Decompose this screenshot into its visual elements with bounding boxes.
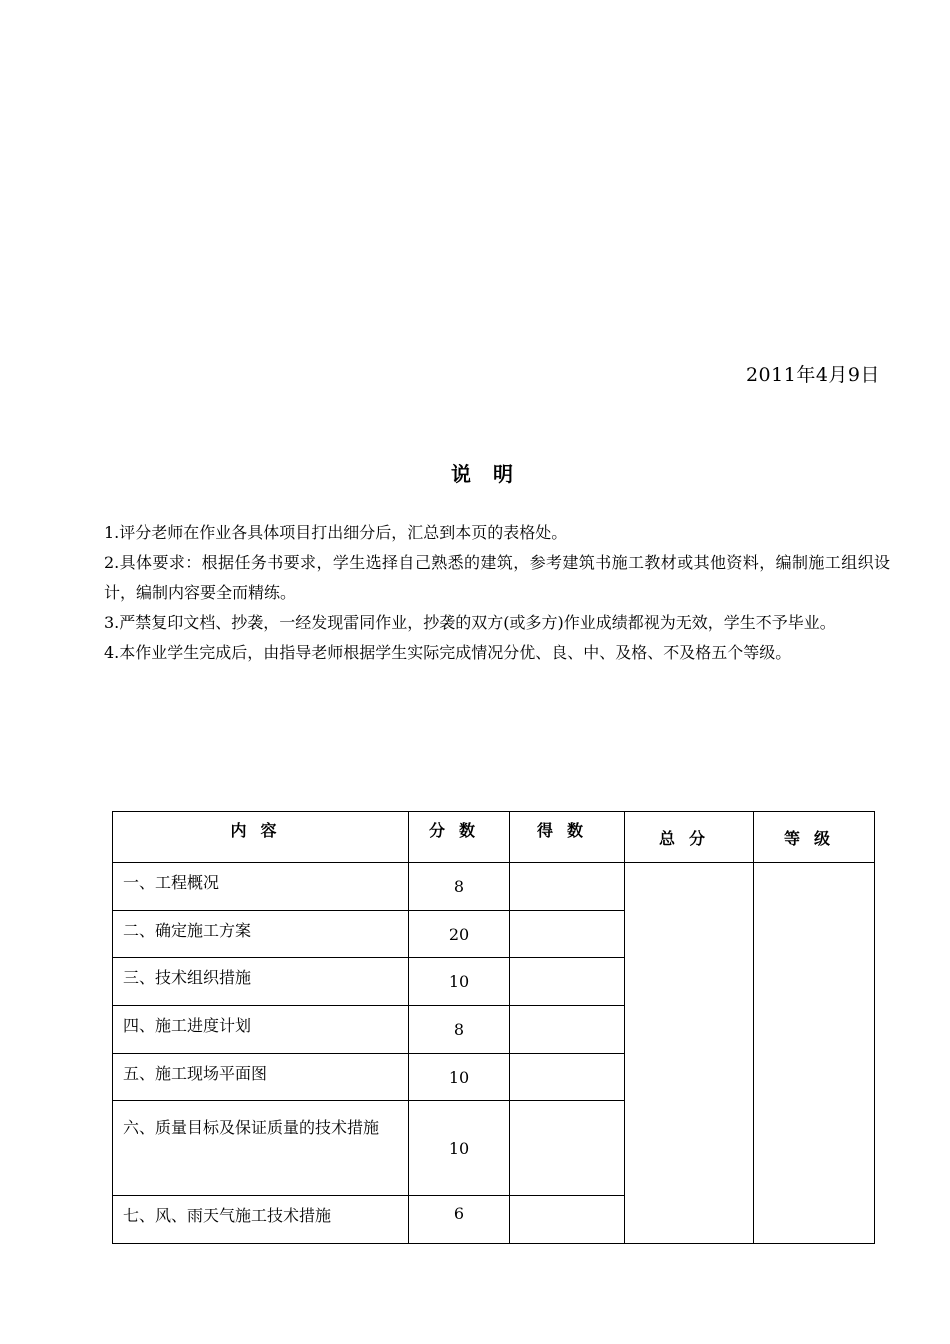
total-score-cell: [625, 863, 754, 1244]
row-content: 五、施工现场平面图: [113, 1054, 409, 1101]
row-points: 10: [409, 958, 510, 1006]
row-earned-cell: [510, 1054, 625, 1101]
row-points: 8: [409, 863, 510, 911]
instructions: [104, 518, 890, 668]
instruction-1: 1.评分老师在作业各具体项目打出细分后，汇总到本页的表格处。: [104, 523, 568, 542]
grade-cell: [754, 863, 875, 1244]
row-earned-cell: [510, 911, 625, 958]
row-earned-cell: [510, 1196, 625, 1244]
header-points: 分数: [409, 812, 510, 863]
row-points: 10: [409, 1054, 510, 1101]
score-table: [112, 811, 875, 1244]
row-content: 六、质量目标及保证质量的技术措施: [113, 1101, 409, 1196]
row-points: 10: [409, 1101, 510, 1196]
row-content: 七、风、雨天气施工技术措施: [113, 1196, 409, 1244]
row-content: 四、施工进度计划: [113, 1006, 409, 1054]
row-earned-cell: [510, 863, 625, 911]
header-content: 内容: [113, 812, 409, 863]
row-content: 一、工程概况: [113, 863, 409, 911]
header-grade: 等级: [754, 812, 875, 863]
row-points: 8: [409, 1006, 510, 1054]
document-date: 2011年4月9日: [745, 364, 880, 386]
row-points: 20: [409, 911, 510, 958]
row-earned-cell: [510, 1101, 625, 1196]
row-points: 6: [409, 1196, 510, 1244]
instruction-2: 2.具体要求：根据任务书要求，学生选择自己熟悉的建筑，参考建筑书施工教材或其他资料，编制施工组织设计，编制内容要全而精练。: [104, 553, 890, 602]
instruction-3: 3.严禁复印文档、抄袭，一经发现雷同作业，抄袭的双方(或多方)作业成绩都视为无效，学生不予毕业。: [104, 613, 836, 632]
instruction-4: 4.本作业学生完成后，由指导老师根据学生实际完成情况分优、良、中、及格、不及格五个等级。: [104, 643, 792, 662]
row-earned-cell: [510, 1006, 625, 1054]
header-total: 总分: [625, 812, 754, 863]
row-content: 二、确定施工方案: [113, 911, 409, 958]
row-earned-cell: [510, 958, 625, 1006]
row-content: 三、技术组织措施: [113, 958, 409, 1006]
table-row: [113, 863, 875, 911]
table-header-row: [113, 812, 875, 863]
section-title: 说明: [451, 462, 535, 486]
header-earned: 得数: [510, 812, 625, 863]
